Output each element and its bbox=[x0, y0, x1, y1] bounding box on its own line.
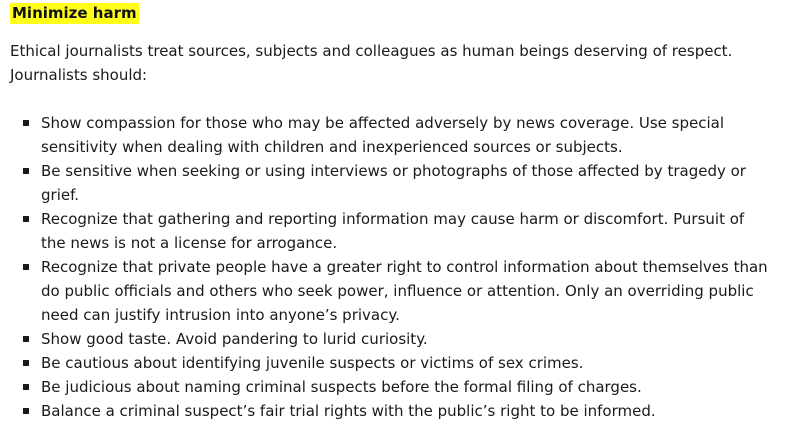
square-bullet-icon bbox=[23, 168, 29, 174]
list-item bbox=[10, 159, 770, 207]
square-bullet-icon bbox=[23, 216, 29, 222]
list-item-text: Be sensitive when seeking or using interviews or photographs of those affected by tragedy or grief. bbox=[41, 162, 746, 204]
list-item-text: Be judicious about naming criminal suspects before the formal filing of charges. bbox=[41, 378, 642, 396]
list-item bbox=[10, 399, 770, 423]
list-item bbox=[10, 207, 770, 255]
square-bullet-icon bbox=[23, 384, 29, 390]
list-item bbox=[10, 111, 770, 159]
square-bullet-icon bbox=[23, 360, 29, 366]
list-item bbox=[10, 255, 770, 327]
square-bullet-icon bbox=[23, 264, 29, 270]
list-item-text: Recognize that private people have a greater right to control information about themselves than do public officials and others who seek power, influence or attention. Only an overriding public need can justify intrusion into anyone’s privacy. bbox=[41, 258, 768, 324]
list-item-text: Recognize that gathering and reporting information may cause harm or discomfort. Pursuit of the news is not a license for arrogance. bbox=[41, 210, 745, 252]
list-item-text: Show compassion for those who may be affected adversely by news coverage. Use special sensitivity when dealing with children and inexperienced sources or subjects. bbox=[41, 114, 724, 156]
list-item bbox=[10, 351, 770, 375]
list-item-text: Be cautious about identifying juvenile suspects or victims of sex crimes. bbox=[41, 354, 584, 372]
list-item bbox=[10, 327, 770, 351]
square-bullet-icon bbox=[23, 336, 29, 342]
list-item-text: Balance a criminal suspect’s fair trial rights with the public’s right to be informed. bbox=[41, 402, 656, 420]
guideline-list bbox=[10, 111, 770, 423]
section-heading: Minimize harm bbox=[12, 4, 137, 22]
square-bullet-icon bbox=[23, 120, 29, 126]
intro-paragraph: Ethical journalists treat sources, subjects and colleagues as human beings deserving of respect. Journalists should: bbox=[10, 42, 733, 84]
square-bullet-icon bbox=[23, 408, 29, 414]
list-item bbox=[10, 375, 770, 399]
list-item-text: Show good taste. Avoid pandering to lurid curiosity. bbox=[41, 330, 428, 348]
